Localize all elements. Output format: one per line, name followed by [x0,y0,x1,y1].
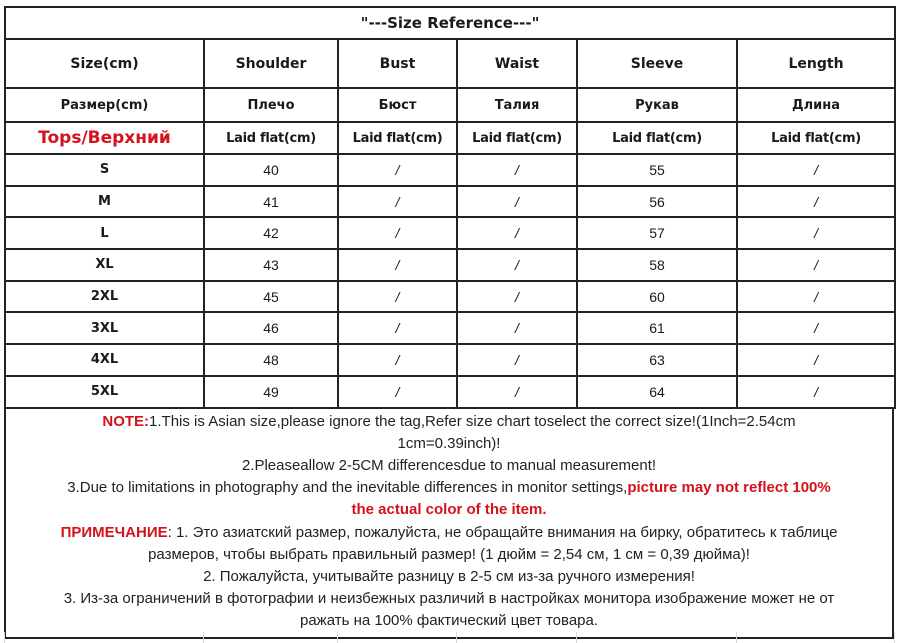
bust-cell: / [338,344,457,376]
shoulder-cell: 40 [204,154,338,186]
shoulder-cell: 41 [204,186,338,218]
shoulder-cell: 45 [204,281,338,313]
note-warning: picture may not reflect 100% [627,479,831,497]
measure-label: Laid flat(cm) [338,122,457,154]
shoulder-cell: 49 [204,376,338,408]
category-label: Tops/Верхний [5,122,204,154]
size-cell: 2XL [5,281,204,313]
waist-cell: / [457,376,577,408]
note-en-line3b: the actual color of the item. [351,501,547,519]
size-cell: 3XL [5,312,204,344]
note-ru-line1b: размеров, чтобы выбрать правильный размер! (1 дюйм = 2,54 см, 1 см = 0,39 дюйма)! [148,545,750,563]
length-cell: / [737,154,895,186]
waist-cell: / [457,281,577,313]
table-row [5,154,895,186]
sleeve-cell: 60 [577,281,737,313]
header-length: Length [737,39,895,88]
shoulder-cell: 43 [204,249,338,281]
length-cell: / [737,344,895,376]
length-cell: / [737,249,895,281]
notes-section [4,409,894,639]
header-bust-ru: Бюст [338,88,457,122]
sleeve-cell: 57 [577,217,737,249]
note-ru-line3: 3. Из-за ограничений в фотографии и неизбежных различий в настройках монитора изображение может не от [63,590,835,608]
header-sleeve-ru: Рукав [577,88,737,122]
header-size: Size(cm) [5,39,204,88]
header-row-russian [5,88,895,122]
header-waist-ru: Талия [457,88,577,122]
note-en-line3 [6,477,892,499]
table-row [5,376,895,408]
measure-label: Laid flat(cm) [737,122,895,154]
note-label: NOTE: [102,412,150,430]
header-size-ru: Размер(cm) [5,88,204,122]
table-row [5,344,895,376]
size-cell: S [5,154,204,186]
header-waist: Waist [457,39,577,88]
sleeve-cell: 63 [577,344,737,376]
bust-cell: / [338,217,457,249]
note-ru-line2: 2. Пожалуйста, учитывайте разницу в 2-5 см из-за ручного измерения! [203,567,695,585]
bust-cell: / [338,154,457,186]
table-row [5,249,895,281]
note-en-line1 [6,411,892,433]
table-row [5,186,895,218]
shoulder-cell: 46 [204,312,338,344]
sleeve-cell: 58 [577,249,737,281]
waist-cell: / [457,312,577,344]
shoulder-cell: 48 [204,344,338,376]
length-cell: / [737,312,895,344]
header-row-english [5,39,895,88]
bust-cell: / [338,281,457,313]
size-cell: 5XL [5,376,204,408]
note-text: 3.Due to limitations in photography and the inevitable differences in monitor settings, [67,479,628,497]
measure-method-row [5,122,895,154]
waist-cell: / [457,249,577,281]
sleeve-cell: 61 [577,312,737,344]
chart-title: "---Size Reference---" [5,7,895,39]
size-cell: L [5,217,204,249]
note-ru-line3b: ражать на 100% фактический цвет товара. [299,612,599,630]
table-row [5,217,895,249]
header-bust: Bust [338,39,457,88]
length-cell: / [737,376,895,408]
bust-cell: / [338,186,457,218]
measure-label: Laid flat(cm) [457,122,577,154]
shoulder-cell: 42 [204,217,338,249]
note-text: : 1. Это азиатский размер, пожалуйста, не обращайте внимания на бирку, обратитесь к таблице [167,523,838,541]
table-row [5,281,895,313]
measure-label: Laid flat(cm) [577,122,737,154]
size-chart-table [4,6,896,409]
note-ru-line1 [6,522,892,544]
size-cell: XL [5,249,204,281]
note-text: 1.This is Asian size,please ignore the tag,Refer size chart toselect the correct size!(1Inch=2.54cm [149,412,796,430]
length-cell: / [737,217,895,249]
length-cell: / [737,186,895,218]
header-shoulder-ru: Плечо [204,88,338,122]
note-label-ru: ПРИМЕЧАНИЕ [60,523,168,541]
waist-cell: / [457,154,577,186]
bust-cell: / [338,249,457,281]
note-en-line2: 2.Pleaseallow 2-5CM differencesdue to manual measurement! [241,456,657,474]
bust-cell: / [338,312,457,344]
sleeve-cell: 56 [577,186,737,218]
length-cell: / [737,281,895,313]
header-shoulder: Shoulder [204,39,338,88]
sleeve-cell: 64 [577,376,737,408]
size-cell: M [5,186,204,218]
header-length-ru: Длина [737,88,895,122]
table-row [5,312,895,344]
measure-label: Laid flat(cm) [204,122,338,154]
size-reference-sheet [4,6,894,639]
sleeve-cell: 55 [577,154,737,186]
header-sleeve: Sleeve [577,39,737,88]
bust-cell: / [338,376,457,408]
spreadsheet-gridlines [0,632,900,643]
size-cell: 4XL [5,344,204,376]
waist-cell: / [457,344,577,376]
waist-cell: / [457,186,577,218]
note-en-line1b: 1cm=0.39inch)! [397,434,501,452]
waist-cell: / [457,217,577,249]
